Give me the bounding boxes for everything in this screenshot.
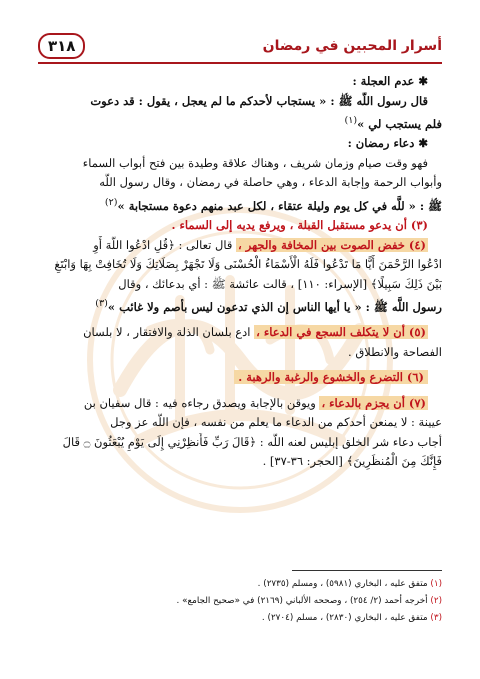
text-line: بَيْنَ ذَلِكَ سَبِيلًا﴾ [الإسراء: ١١٠] ، قالت عائشة ﷺ : أي بدعائك ، وقال [118,276,442,291]
point-6-heading: (٦) التضرع والخشوع والرغبة والرهبة . [234,370,428,384]
footnote-ref: (١) [344,115,358,126]
point-5-heading: (٥) أن لا يتكلف السجع في الدعاء ، [256,325,426,340]
subheading-ramadan-dua: ✱ دعاء رمضان : [347,136,428,151]
text-line: (٤) خفض الصوت بين المخافة والجهر ، قال تعالى : ﴿قُلِ ادْعُوا اللَّهَ أَوِ [93,237,426,252]
page-body [38,72,442,472]
text-line [38,368,442,388]
quran-verse-line: ادْعُوا الرَّحْمَنَ أَيًّا مَا تَدْعُوا فَلَهُ الْأَسْمَاءُ الْحُسْنَى وَلَا تَجْهَرْ بِصَلَاتِكَ وَلَا تُخَافِتْ بِهَا وَابْتَغِ [54,257,442,272]
page-number: ٣١٨ [38,33,85,59]
text-line: قال رسول اللَّه ﷺ : « يستجاب لأحدكم ما لم يعجل ، يقول : قد دعوت [90,93,428,108]
footnote-ref: (٣) [95,298,108,310]
text-line: (٧) أن يجزم بالدعاء ، ويوقن بالإجابة ويصدق رجاءه فيه : قال سفيان بن [83,395,426,410]
text-line: ﷺ : « للَّه في كل يوم وليلة عتقاء ، لكل عبد منهم دعوة مستجابة »$^{(٢)}$ [104,196,442,213]
point-3-heading: (٣) أن يدعو مستقبل القبلة ، ويرفع يديه إلى السماء . [171,218,428,233]
footnote-1: (١) متفق عليه ، البخاري (٥٩٨١) ، ومسلم (٢٧٣٥) . [257,579,442,589]
quran-verse-line: فَإِنَّكَ مِنَ الْمُنظَرِينَ﴾ [الحجر: ٣٦-٣٧] . [262,454,442,469]
text-line: (٥) أن لا يتكلف السجع في الدعاء ، ادع بلسان الذلة والافتقار ، لا بلسان [83,325,426,340]
footnote-3: (٣) متفق عليه ، البخاري (٢٨٣٠) ، مسلم (٢٧٠٤) . [261,613,442,623]
text-line: فلم يستجب لي »$^{(١)}$ [344,115,442,131]
book-title: أسرار المحبين في رمضان [262,38,442,54]
header-divider [38,62,442,64]
text-line: فهو وقت صيام وزمان شريف ، وهناك علاقة وطيدة بين فتح أبواب السماء [82,155,428,170]
text-line: الفصاحة والانطلاق . [348,344,442,359]
footnote-divider [292,570,442,571]
footnote-2: (٢) أخرجه أحمد (٢/ ٢٥٤) ، وصححه الألباني (٢١٦٩) في «صحيح الجامع» . [176,596,442,606]
footnote-ref: (٢) [104,196,118,208]
point-7-heading: (٧) أن يجزم بالدعاء ، [321,395,426,410]
text-line: وأبواب الرحمة وإجابة الدعاء ، وهي حاصلة في رمضان ، وقال رسول اللَّه [99,175,442,190]
page-header [38,32,442,60]
quran-verse-line: أجاب دعاء شر الخلق إبليس لعنه اللَّه : ﴿قَالَ رَبِّ فَأَنظِرْنِي إِلَى يَوْمِ يُبْعَثُونَ ۝ قَالَ [62,434,442,449]
text-line: رسول اللَّه ﷺ : « يا أيها الناس إن الذي تدعون ليس بأصم ولا غائب »$^{(٣)}$ [95,298,442,314]
subheading-no-haste: ✱ عدم العجلة : [352,74,428,88]
text-line: عيينة : لا يمنعن أحدكم من الدعاء ما يعلم من نفسه ، فإن اللَّه عز وجل [110,415,442,430]
footnotes [38,576,442,627]
point-4-heading: (٤) خفض الصوت بين المخافة والجهر ، [238,237,426,252]
